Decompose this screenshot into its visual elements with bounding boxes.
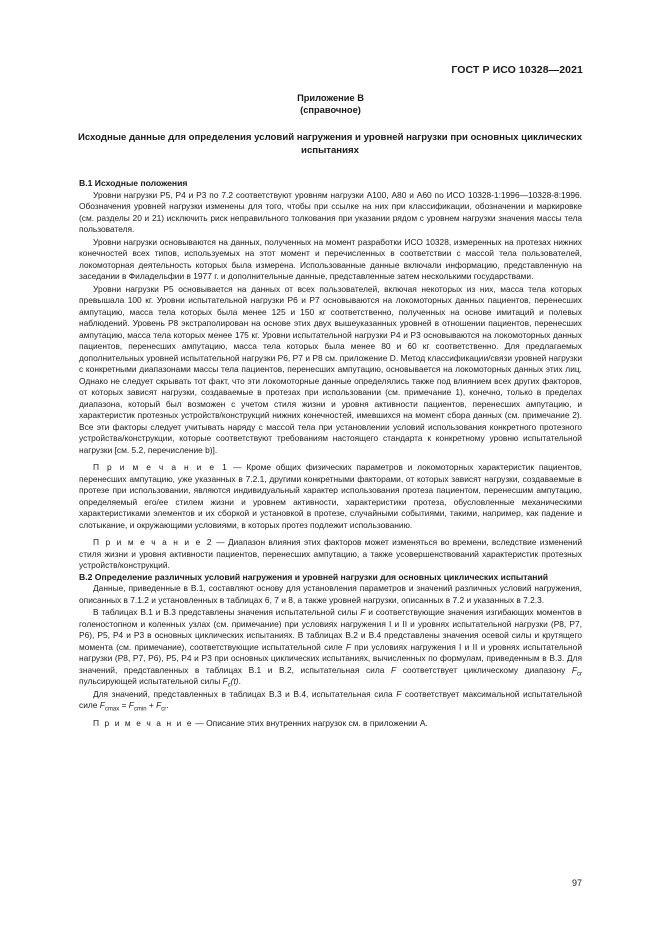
text-run: = bbox=[119, 700, 129, 710]
section-2-note bbox=[79, 718, 582, 730]
note-label: П р и м е ч а н и е bbox=[93, 717, 194, 728]
text-run: . bbox=[166, 700, 169, 710]
symbol-t: (t) bbox=[230, 676, 239, 686]
symbol-F: F bbox=[345, 641, 351, 652]
section-2-paragraph-1: Данные, приведенные в В.1, составляют основу для установления параметров и значений различных условий нагружения, описанных в 7.1.2 и установленных в таблицах 6, 7 и 8, а также уровней нагрузки, описанных в 7.2 и указанных в 7.2.3. bbox=[79, 583, 582, 605]
text-run: Для значений, представленных в таблицах В.3 и В.4, испытательная сила bbox=[93, 688, 397, 699]
text-run: соответствует циклическому диапазону bbox=[396, 664, 572, 675]
text-run: соответствует максимальной испытательной силе bbox=[79, 688, 582, 710]
section-1-paragraph-2: Уровни нагрузки основываются на данных, полученных на момент разработки ИСО 10328, измеренных на протезах нижних конечностей всех типов, используемых на этот момент и перечисленных в соответствии с массой тела пользователей, локомоторная деятельность которых была измерена. Использованные данные включали информацию, представленную на заседании в Филадельфии в 1977 г. и дополнительные данные, представленные затем несколькими государствами. bbox=[79, 236, 582, 281]
subscript-cr: cr bbox=[577, 671, 582, 678]
section-1-title: В.1 Исходные положения bbox=[79, 178, 188, 188]
text-run: + bbox=[146, 700, 157, 710]
note-2-label: П р и м е ч а н и е 2 bbox=[93, 537, 213, 547]
section-1-paragraph-3: Уровни нагрузки Р5 основывается на данных от всех пользователей, включая некоторых из них, масса тела которых превышала 100 кг. Уровни испытательной нагрузки Р6 и Р7 основываются на локомоторных данных пациентов, перенесших ампутацию, масса тела которых была менее 125 и 150 кг соответственно, полученных на основе имитаций и полевых наблюдений. Уровень Р8 экстраполирован на основе этих двух вышеуказанных уровней в отношении пациентов, перенесших ампутацию, масса тела которых менее 175 кг. Уровни испытательной нагрузки Р4 и Р3 основываются на локомоторных данных пациентов, перенесших ампутацию, масса тела которых была менее 80 и 60 кг соответственно. Для предлагаемых дополнительных уровней испытательной нагрузки Р6, Р7 и Р8 см. приложение D. Метод классификации/связи уровней нагрузки с конкретными диапазонами массы тела пациентов, перенесших ампутацию, основывается на локомоторных данных этих лиц. Однако не следует скрывать тот факт, что эти локомоторные данные определялись также под влиянием всех других факторов, от которых зависят нагрузки, создаваемые в протезах при использовании (см. примечание 1), конечно, только в пределах диапазона, который был возможен с учетом стиля жизни и уровня активности пациентов, перенесших ампутацию, и характеристик протезных устройств/конструкций нижних конечностей, имевшихся на момент сбора данных (см. примечание 2). Все эти факторы следует учитывать наряду с массой тела при установлении условий использования конкретного протезного устройства/конструкции, которые соответствуют требованиям настоящего стандарта к конкретному уровню испытательной нагрузки [см. 5.2, перечисление b)]. bbox=[79, 283, 582, 455]
section-1-paragraph-1: Уровни нагрузки Р5, Р4 и Р3 по 7.2 соответствуют уровням нагрузки А100, А80 и А60 по ИСО 10328-1:1996—10328-8:1996. Обозначения уровней нагрузки изменены для того, чтобы при ссылке на них при классификации, обозначении и маркировке (см. разделы 20 и 21) исключить риск неправильного толкования при указании рядом с уровнем нагрузки значения массы тела пользователя. bbox=[79, 189, 582, 234]
subscript-cmin: cmin bbox=[133, 706, 147, 713]
annex-title-block bbox=[0, 92, 661, 116]
symbol-F: F bbox=[99, 700, 105, 710]
page-number: 97 bbox=[571, 878, 582, 888]
document-body bbox=[79, 178, 582, 729]
text-run: . bbox=[238, 676, 241, 686]
section-2-paragraph-3 bbox=[79, 689, 582, 712]
symbol-F: F bbox=[360, 607, 366, 617]
text-run: и соответствующие значения изгибающих моментов в голеностопном и коленных узлах (см. примечание) при условиях нагружения I и II и уровнях испытательной нагрузки (Р8, Р7, Р6), Р5, Р4 и Р3 в основных циклических испытаниях. В таблицах В.2 и В.4 представлены значения осевой силы и крутящего момента (см. примечание), соответствующие испытательной силе bbox=[79, 607, 582, 652]
subscript-c: c bbox=[227, 682, 231, 689]
document-header: ГОСТ Р ИСО 10328—2021 bbox=[451, 64, 583, 76]
subscript-cmax: cmax bbox=[104, 706, 120, 713]
symbol-F: F bbox=[396, 688, 402, 699]
text-run: В таблицах В.1 и В.3 представлены значения испытательной силы bbox=[93, 607, 361, 617]
note-2-text: — Диапазон влияния этих факторов может изменяться во времени, вследствие изменений стиля жизни и уровня активности пациентов, перенесших ампутацию, а также усовершенствований характеристик протезных устройств/конструкций. bbox=[79, 537, 582, 570]
text-run: пульсирующей испытательной силы bbox=[79, 676, 223, 686]
note-1-text: — Кроме общих физических параметров и локомоторных характеристик пациентов, перенесших ампутацию, уже указанных в 7.2.1, другими конкретными факторами, от которых зависят нагрузки, создаваемые в протезе при использовании, являются индивидуальный характер использования протеза пациентом, перенесшим ампутацию, определяемый его/ее стилем жизни и уровнем активности, характеристики протеза, обусловленные механическими характеристиками элементов и их сборкой и установкой в протезе, случайными событиями, такими, например, как падение и слотыкание, и окружающими условиями, в которых протез подлежит использованию. bbox=[79, 462, 583, 530]
text-run: при условиях нагружения I и II и уровнях испытательной нагрузки (Р8, Р7, Р6), Р5, Р4 и Р3 при основных циклических испытаниях, вычисленных по формулам, приведенным в В.3. Для значений, представленных в таблицах В.1 и В.2, испытательная сила bbox=[79, 641, 582, 675]
annex-title: Приложение В bbox=[297, 93, 364, 103]
note-text: — Описание этих внутренних нагрузок см. в приложении А. bbox=[193, 717, 428, 728]
symbol-F: F bbox=[222, 676, 228, 686]
symbol-F: F bbox=[571, 664, 577, 675]
note-1-label: П р и м е ч а н и е 1 bbox=[93, 462, 229, 472]
section-2-title: В.2 Определение различных условий нагружения и уровней нагрузки для основных циклических испытаний bbox=[79, 571, 549, 582]
annex-subtitle: (справочное) bbox=[300, 105, 361, 115]
section-2-paragraph-2 bbox=[79, 607, 582, 688]
annex-heading: Исходные данные для определения условий нагружения и уровней нагрузки при основных циклических испытаниях bbox=[77, 132, 583, 156]
symbol-F: F bbox=[391, 664, 397, 675]
symbol-F: F bbox=[128, 700, 134, 710]
subscript-cr: cr bbox=[161, 706, 167, 713]
section-1-note-2 bbox=[79, 537, 582, 572]
section-1-note-1 bbox=[79, 462, 582, 531]
symbol-F: F bbox=[156, 700, 162, 710]
